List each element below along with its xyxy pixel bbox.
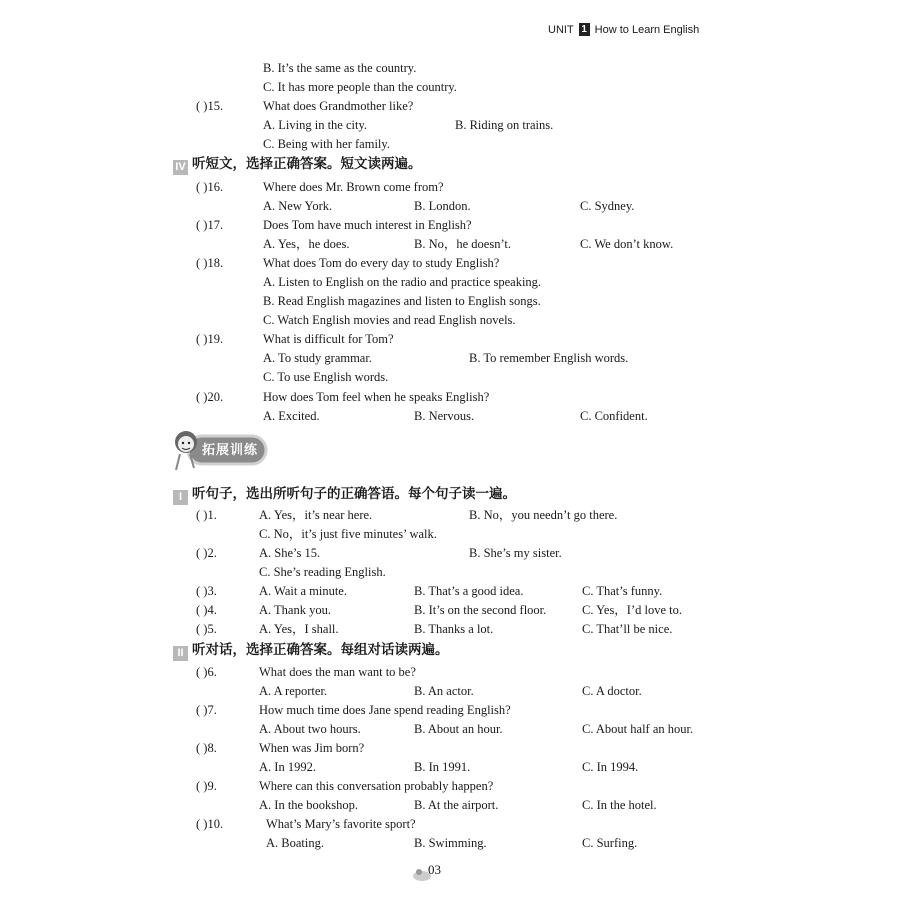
q3-option-a: A. Wait a minute. <box>259 584 347 598</box>
q17-question: Does Tom have much interest in English? <box>263 218 472 232</box>
q4-option-b: B. It’s on the second floor. <box>414 603 547 617</box>
q15-number: ( )15. <box>196 99 224 113</box>
q1-option-b: B. No，you needn’t go there. <box>469 508 618 522</box>
q2-number: ( )2. <box>196 546 217 560</box>
q15-option-b: B. Riding on trains. <box>455 118 554 132</box>
q18-number: ( )18. <box>196 256 224 270</box>
q20-number: ( )20. <box>196 390 224 404</box>
q16-number: ( )16. <box>196 180 224 194</box>
banner-label: 拓展训练 <box>202 442 259 457</box>
section-ii-heading <box>173 642 449 661</box>
q15-option-a: A. Living in the city. <box>263 118 368 132</box>
q18-question: What does Tom do every day to study English? <box>263 256 500 270</box>
q3-option-c: C. That’s funny. <box>582 584 663 598</box>
page-number: 03 <box>428 862 441 877</box>
q5-option-c: C. That’ll be nice. <box>582 622 673 636</box>
q20-option-c: C. Confident. <box>580 409 648 423</box>
q17-option-a: A. Yes，he does. <box>263 237 350 251</box>
q17-option-b: B. No，he doesn’t. <box>414 237 511 251</box>
q16-option-b: B. London. <box>414 199 471 213</box>
unit-number-badge: 1 <box>579 23 590 36</box>
q8-option-c: C. In 1994. <box>582 760 639 774</box>
q10-number: ( )10. <box>196 817 224 831</box>
section-ii-title: 听对话，选择正确答案。每组对话读两遍。 <box>192 642 449 658</box>
q9-number: ( )9. <box>196 779 217 793</box>
q7-option-c: C. About half an hour. <box>582 722 694 736</box>
unit-label: UNIT <box>548 23 574 36</box>
q15-option-c: C. Being with her family. <box>263 137 390 151</box>
running-header <box>548 23 699 36</box>
q2-option-a: A. She’s 15. <box>259 546 321 560</box>
q17-option-c: C. We don’t know. <box>580 237 674 251</box>
q1-number: ( )1. <box>196 508 217 522</box>
q4-option-c: C. Yes，I’d love to. <box>582 603 683 617</box>
q8-question: When was Jim born? <box>259 741 365 755</box>
unit-title: How to Learn English <box>594 23 700 36</box>
q4-number: ( )4. <box>196 603 217 617</box>
section-i-title: 听句子，选出所听句子的正确答语。每个句子读一遍。 <box>192 486 516 502</box>
extension-training-banner <box>172 428 268 472</box>
q2-option-b: B. She’s my sister. <box>469 546 562 560</box>
section-ii-icon: II <box>173 646 188 661</box>
section-iv-icon: IV <box>173 160 188 175</box>
q14-option-b: B. It’s the same as the country. <box>263 61 417 75</box>
q20-question: How does Tom feel when he speaks English? <box>263 390 490 404</box>
section-iv-title: 听短文，选择正确答案。短文读两遍。 <box>192 156 422 172</box>
q6-question: What does the man want to be? <box>259 665 416 679</box>
q16-question: Where does Mr. Brown come from? <box>263 180 444 194</box>
q6-number: ( )6. <box>196 665 217 679</box>
q17-number: ( )17. <box>196 218 224 232</box>
q15-question: What does Grandmother like? <box>263 99 414 113</box>
q14-option-c: C. It has more people than the country. <box>263 80 457 94</box>
q19-number: ( )19. <box>196 332 224 346</box>
q8-option-b: B. In 1991. <box>414 760 471 774</box>
section-iv-heading <box>173 156 422 175</box>
q1-option-a: A. Yes，it’s near here. <box>259 508 373 522</box>
section-i-icon: I <box>173 490 188 505</box>
q9-option-c: C. In the hotel. <box>582 798 657 812</box>
q5-number: ( )5. <box>196 622 217 636</box>
q9-option-a: A. In the bookshop. <box>259 798 358 812</box>
q16-option-c: C. Sydney. <box>580 199 635 213</box>
q18-option-a: A. Listen to English on the radio and practice speaking. <box>263 275 542 289</box>
q7-option-b: B. About an hour. <box>414 722 503 736</box>
q9-question: Where can this conversation probably happen? <box>259 779 494 793</box>
q10-option-c: C. Surfing. <box>582 836 638 850</box>
q19-question: What is difficult for Tom? <box>263 332 394 346</box>
q6-option-a: A. A reporter. <box>259 684 328 698</box>
q19-option-b: B. To remember English words. <box>469 351 629 365</box>
q10-option-b: B. Swimming. <box>414 836 487 850</box>
section-i-heading <box>173 486 516 505</box>
q3-option-b: B. That’s a good idea. <box>414 584 524 598</box>
q18-option-c: C. Watch English movies and read English novels. <box>263 313 516 327</box>
q8-option-a: A. In 1992. <box>259 760 316 774</box>
q6-option-b: B. An actor. <box>414 684 474 698</box>
q6-option-c: C. A doctor. <box>582 684 642 698</box>
q16-option-a: A. New York. <box>263 199 333 213</box>
q18-option-b: B. Read English magazines and listen to English songs. <box>263 294 541 308</box>
q20-option-a: A. Excited. <box>263 409 320 423</box>
q8-number: ( )8. <box>196 741 217 755</box>
q3-number: ( )3. <box>196 584 217 598</box>
q7-option-a: A. About two hours. <box>259 722 361 736</box>
q7-number: ( )7. <box>196 703 217 717</box>
q5-option-b: B. Thanks a lot. <box>414 622 494 636</box>
q19-option-c: C. To use English words. <box>263 370 389 384</box>
q4-option-a: A. Thank you. <box>259 603 331 617</box>
q7-question: How much time does Jane spend reading English? <box>259 703 511 717</box>
q10-option-a: A. Boating. <box>266 836 324 850</box>
q1-option-c: C. No，it’s just five minutes’ walk. <box>259 527 437 541</box>
q10-question: What’s Mary’s favorite sport? <box>266 817 416 831</box>
q19-option-a: A. To study grammar. <box>263 351 372 365</box>
q2-option-c: C. She’s reading English. <box>259 565 386 579</box>
q5-option-a: A. Yes，I shall. <box>259 622 339 636</box>
q20-option-b: B. Nervous. <box>414 409 475 423</box>
q9-option-b: B. At the airport. <box>414 798 499 812</box>
